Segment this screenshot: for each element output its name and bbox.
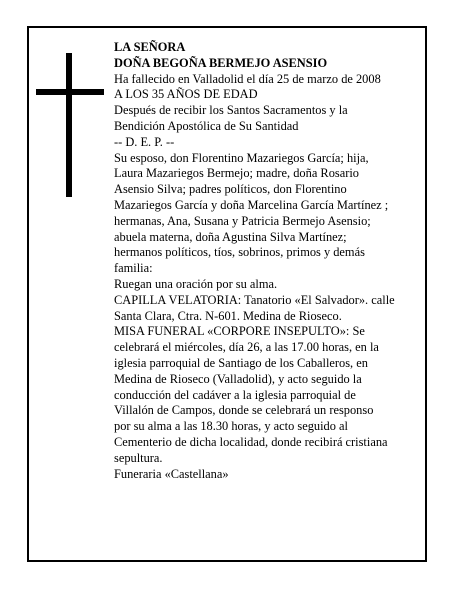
notice-line: celebrará el miércoles, día 26, a las 17.00 horas, en la: [114, 340, 379, 355]
notice-line: hermanos políticos, tíos, sobrinos, primos y demás: [114, 245, 365, 260]
notice-line: Bendición Apostólica de Su Santidad: [114, 118, 299, 133]
notice-line: Santa Clara, Ctra. N-601. Medina de Rioseco.: [114, 308, 342, 323]
obituary-text: [114, 40, 432, 482]
notice-line: Laura Mazariegos Bermejo; madre, doña Rosario: [114, 166, 359, 181]
notice-line: Funeraria «Castellana»: [114, 466, 229, 481]
notice-line: Villalón de Campos, donde se celebrará un responso: [114, 403, 374, 418]
notice-line: hermanas, Ana, Susana y Patricia Bermejo Asensio;: [114, 213, 371, 228]
notice-line: por su alma a las 18.30 horas, y acto seguido al: [114, 419, 348, 434]
notice-line: Mazariegos García y doña Marcelina García Martínez ;: [114, 197, 389, 212]
cross-vertical-bar: [66, 53, 72, 197]
notice-line: Ruegan una oración por su alma.: [114, 276, 278, 291]
cross-icon: [36, 53, 104, 197]
notice-line: Su esposo, don Florentino Mazariegos García; hija,: [114, 150, 369, 165]
notice-line: familia:: [114, 261, 153, 276]
notice-line: abuela materna, doña Agustina Silva Martínez;: [114, 229, 347, 244]
notice-line: Después de recibir los Santos Sacramentos y la: [114, 103, 348, 118]
notice-line: CAPILLA VELATORIA: Tanatorio «El Salvador». calle: [114, 292, 395, 307]
notice-line: Ha fallecido en Valladolid el día 25 de marzo de 2008: [114, 71, 381, 86]
notice-line: MISA FUNERAL «CORPORE INSEPULTO»: Se: [114, 324, 365, 339]
notice-line: conducción del cadáver a la iglesia parroquial de: [114, 387, 356, 402]
notice-heading-name: DOÑA BEGOÑA BERMEJO ASENSIO: [114, 55, 328, 70]
cross-horizontal-bar: [36, 89, 104, 95]
notice-line: -- D. E. P. --: [114, 134, 175, 149]
notice-line: Cementerio de dicha localidad, donde recibirá cristiana: [114, 434, 388, 449]
notice-line: Asensio Silva; padres políticos, don Florentino: [114, 182, 347, 197]
notice-line: A LOS 35 AÑOS DE EDAD: [114, 87, 258, 102]
notice-heading-title: LA SEÑORA: [114, 40, 186, 54]
notice-line: sepultura.: [114, 450, 163, 465]
notice-line: iglesia parroquial de Santiago de los Caballeros, en: [114, 355, 368, 370]
notice-line: Medina de Rioseco (Valladolid), y acto seguido la: [114, 371, 362, 386]
